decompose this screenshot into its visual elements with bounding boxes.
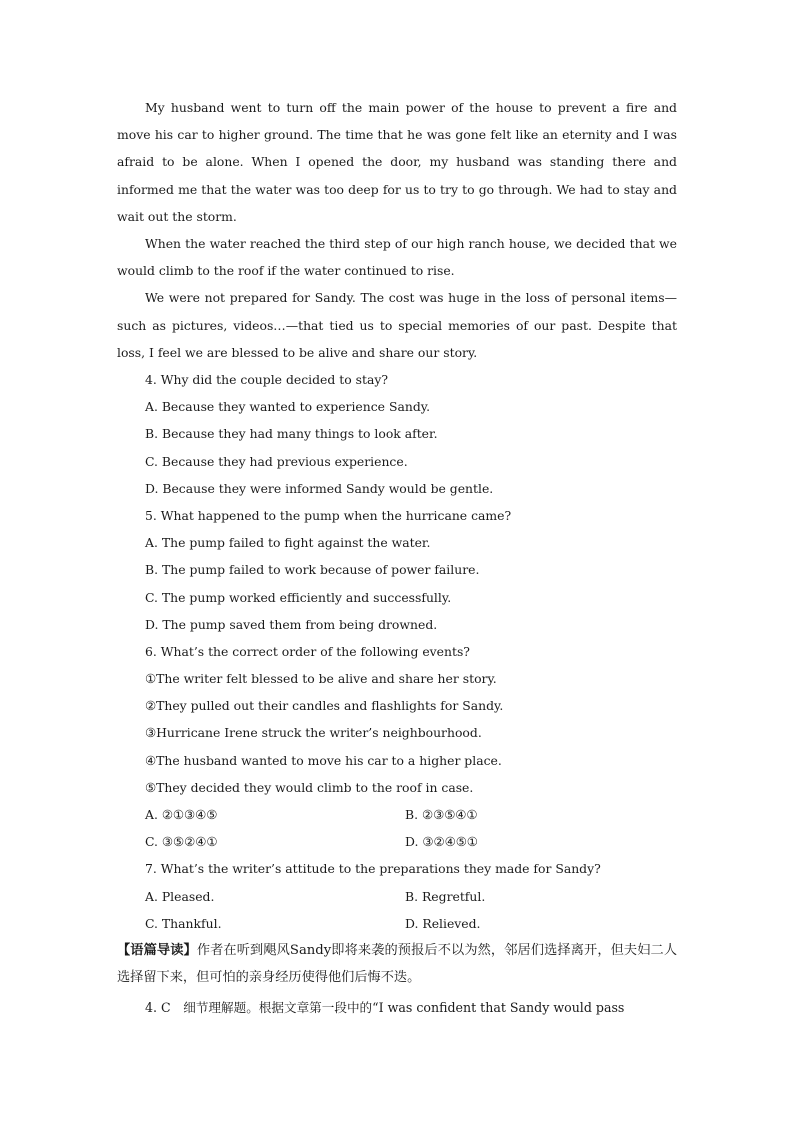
option-d: D. ③②④⑤① (405, 834, 478, 850)
option-a: A. The pump failed to fight against the water. (145, 535, 431, 551)
options-row-2 (117, 910, 677, 937)
event-4: ④The husband wanted to move his car to a higher place. (145, 752, 502, 768)
guide-tag: 【语篇导读】 (117, 942, 197, 958)
option-c: C. Thankful. (145, 915, 222, 931)
options-row-2 (117, 828, 677, 855)
event-5: ⑤They decided they would climb to the roof in case. (145, 779, 474, 795)
option-a: A. Pleased. (145, 888, 215, 904)
question-4 (117, 366, 677, 502)
event-2: ②They pulled out their candles and flashlights for Sandy. (145, 698, 504, 714)
option-c: C. Because they had previous experience. (145, 453, 408, 469)
option-a: A. Because they wanted to experience Sandy. (145, 399, 431, 415)
question-7 (117, 855, 677, 937)
option-b: B. The pump failed to work because of power failure. (145, 562, 480, 578)
options-row-1 (117, 801, 677, 828)
option-c: C. ③⑤②④① (145, 834, 218, 850)
option-d: D. Relieved. (405, 915, 481, 931)
option-c: C. The pump worked efficiently and successfully. (145, 589, 452, 605)
answer-4-explanation: 4. C 细节理解题。根据文章第一段中的“I was confident that Sandy would pass (145, 999, 625, 1015)
question-stem: 5. What happened to the pump when the hurricane came? (145, 507, 512, 523)
option-d: D. Because they were informed Sandy would be gentle. (145, 480, 494, 496)
guide-text: 作者在听到飓风Sandy即将来袭的预报后不以为然，邻居们选择离开，但夫妇二人选择留下来，但可怕的亲身经历使得他们后悔不迭。 (117, 942, 678, 985)
question-stem: 7. What’s the writer’s attitude to the preparations they made for Sandy? (145, 861, 601, 877)
option-a: A. ②①③④⑤ (145, 807, 218, 823)
event-1: ①The writer felt blessed to be alive and share her story. (145, 671, 497, 687)
option-b: B. Regretful. (405, 888, 486, 904)
question-stem: 4. Why did the couple decided to stay? (145, 372, 389, 388)
option-b: B. ②③⑤④① (405, 807, 478, 823)
content-column (117, 94, 677, 1021)
option-d: D. The pump saved them from being drowned. (145, 616, 438, 632)
passage-paragraph-3: We were not prepared for Sandy. The cost was huge in the loss of personal items—such as pictures, videos…—that tied us to special memories of our past. Despite that loss, I feel we are blessed to be alive and share our story. (117, 290, 677, 360)
passage-paragraph-2: When the water reached the third step of our high ranch house, we decided that we would climb to the roof if the water continued to rise. (117, 236, 677, 279)
option-b: B. Because they had many things to look after. (145, 426, 438, 442)
question-stem: 6. What’s the correct order of the following events? (145, 643, 470, 659)
question-5 (117, 502, 677, 638)
question-6 (117, 638, 677, 856)
passage-paragraph-1: My husband went to turn off the main power of the house to prevent a fire and move his car to higher ground. The time that he was gone felt like an eternity and I was afraid to be alone. When I opened the door, my husband was standing there and informed me that the water was too deep for us to try to go through. We had to stay and wait out the storm. (117, 100, 677, 224)
event-3: ③Hurricane Irene struck the writer’s neighbourhood. (145, 725, 482, 741)
reading-guide (117, 937, 677, 991)
options-row-1 (117, 883, 677, 910)
